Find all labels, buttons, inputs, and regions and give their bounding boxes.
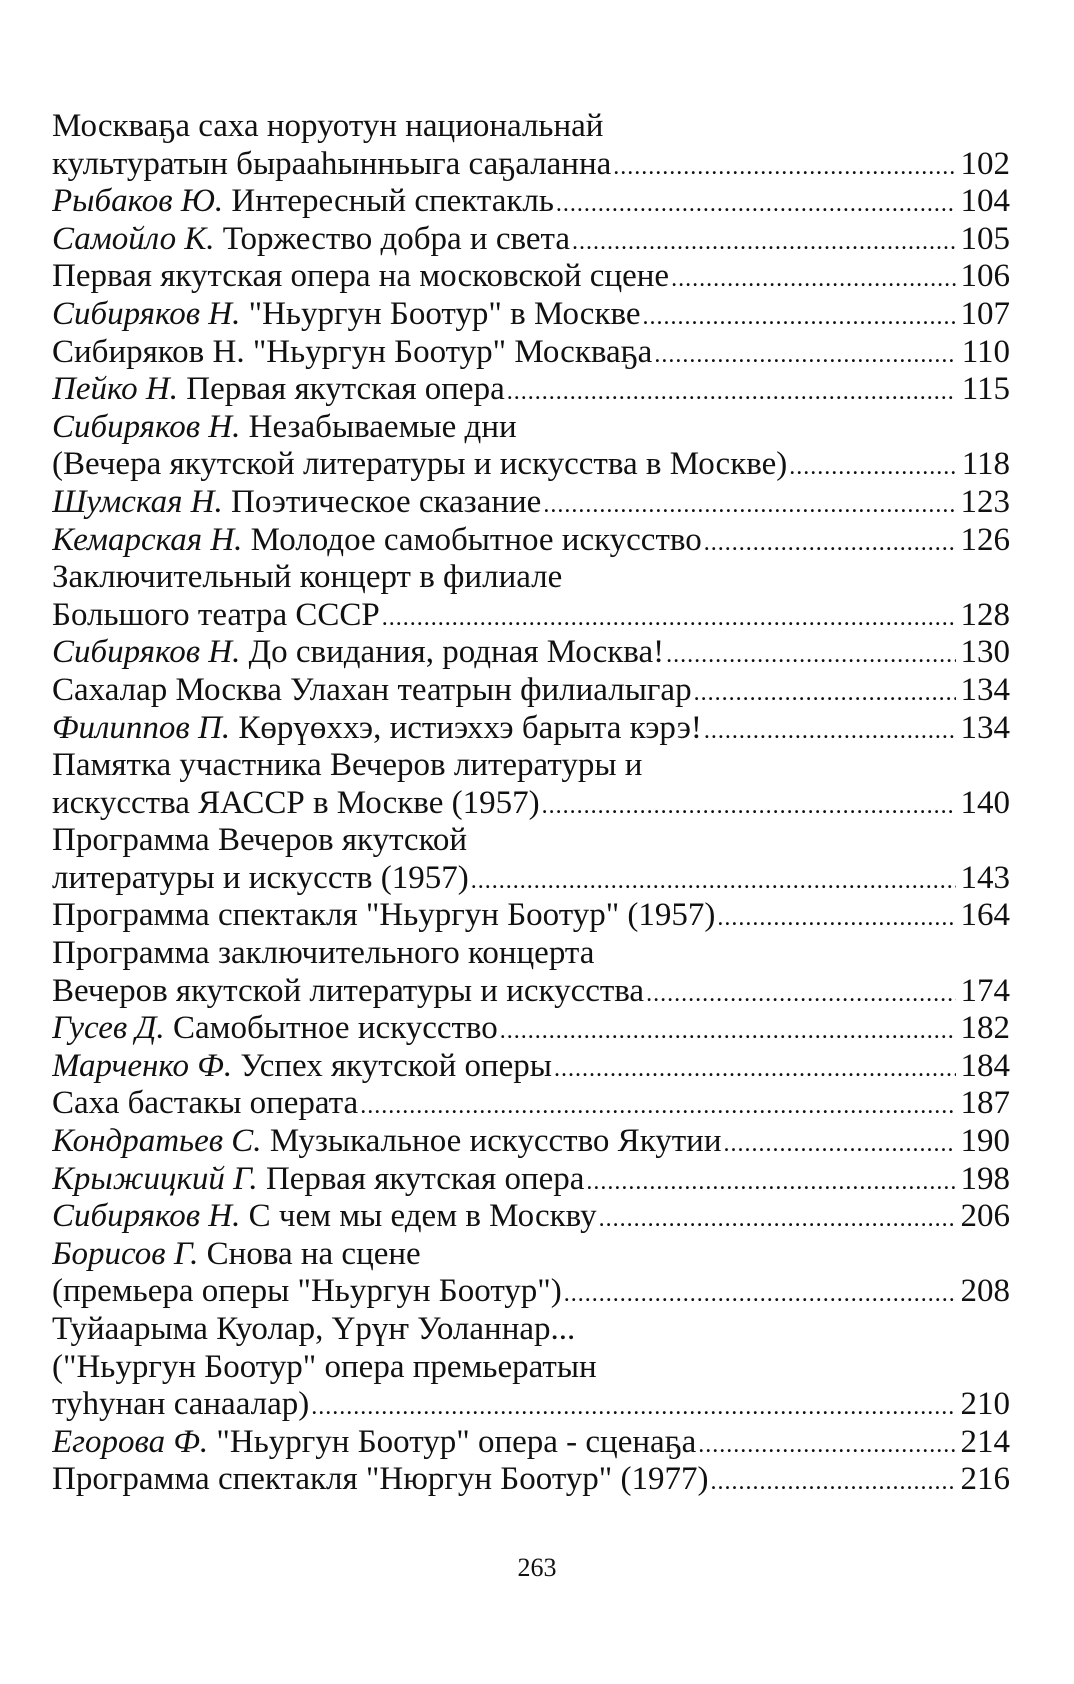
toc-entry-line — [52, 897, 1010, 935]
toc-entry-text — [52, 860, 469, 898]
toc-entry-title: Памятка участника Вечеров литературы и — [52, 747, 643, 784]
toc-entry-line — [52, 672, 1010, 710]
toc-page-number: 174 — [960, 972, 1010, 1009]
toc-entry-line — [52, 1311, 1010, 1349]
toc-leader-dots — [666, 637, 956, 672]
toc-entry-text — [52, 672, 692, 710]
toc-entry-text — [52, 1048, 552, 1086]
toc-entry — [52, 371, 1010, 409]
toc-leader-dots — [724, 1126, 957, 1161]
toc-page-number: 216 — [960, 1461, 1010, 1498]
toc-leader-dots — [711, 1464, 956, 1499]
toc-entry-author: Егорова Ф. — [52, 1423, 209, 1460]
toc-page-number: 107 — [960, 295, 1010, 332]
toc-entry-line — [52, 860, 1010, 898]
toc-entry-author: Кемарская Н. — [52, 521, 243, 558]
toc-leader-dots — [586, 1164, 956, 1199]
toc-entry-line — [52, 1161, 1010, 1199]
toc-entry — [52, 747, 1010, 822]
toc-entry-title: Москваҕа саха норуотун национальнай — [52, 108, 604, 144]
toc-entry-title: литературы и искусств (1957) — [52, 859, 469, 896]
toc-leader-dots — [599, 1201, 956, 1236]
toc-page-number: 105 — [960, 220, 1010, 257]
toc-entry-title: (премьера оперы "Ньургун Боотур") — [52, 1273, 562, 1310]
toc-entry-title: Поэтическое сказание — [231, 483, 542, 520]
toc-entry-title: Первая якутская опера — [186, 371, 505, 408]
toc-leader-dots — [382, 600, 956, 635]
toc-leader-dots — [717, 900, 956, 935]
toc-leader-dots — [704, 713, 956, 748]
toc-page-number: 126 — [960, 521, 1010, 558]
toc-leader-dots — [360, 1088, 956, 1123]
toc-entry-text — [52, 258, 669, 296]
toc-entry-line — [52, 484, 1010, 522]
toc-page-number: 140 — [960, 784, 1010, 821]
toc-leader-dots — [507, 374, 956, 409]
toc-entry-author: Кондратьев С. — [52, 1123, 262, 1160]
toc-entry — [52, 108, 1010, 183]
toc-page-number: 134 — [960, 709, 1010, 746]
toc-entry-text — [52, 484, 541, 522]
toc-entry-title: искусства ЯАССР в Москве (1957) — [52, 784, 540, 821]
toc-leader-dots — [471, 863, 956, 898]
toc-entry-author: Марченко Ф. — [52, 1047, 233, 1084]
toc-entry-line — [52, 183, 1010, 221]
toc-entry-title: Туйаарыма Куолар, Үрүҥ Уоланнар... — [52, 1311, 576, 1347]
toc-entry-author: Сибиряков Н. — [52, 408, 241, 445]
toc-entry-line — [52, 1010, 1010, 1048]
toc-entry-text — [52, 634, 664, 672]
toc-entry-title: Программа заключительного концерта — [52, 935, 595, 972]
toc-entry-line — [52, 1048, 1010, 1086]
toc-entry-title: Программа спектакля "Ньургун Боотур" (1957) — [52, 897, 716, 934]
toc-entry-text — [52, 597, 380, 635]
toc-page-number: 143 — [960, 859, 1010, 896]
toc-entry-text — [52, 897, 715, 935]
toc-entry-title: Большого театра СССР — [52, 596, 380, 633]
toc-leader-dots — [643, 299, 956, 334]
toc-entry-line — [52, 446, 1010, 484]
toc-entry-line — [52, 146, 1010, 184]
toc-entry — [52, 710, 1010, 748]
toc-entry-title: Незабываемые дни — [248, 408, 517, 445]
toc-entry-title: Сахалар Москва Улахан театрын филиалыгар — [52, 671, 692, 708]
toc-entry-text — [52, 334, 652, 372]
toc-entry-line — [52, 1386, 1010, 1424]
toc-entry-line — [52, 597, 1010, 635]
toc-entry-text — [52, 1085, 358, 1123]
toc-page-number: 187 — [960, 1085, 1010, 1122]
toc-page-number: 190 — [960, 1123, 1010, 1160]
toc-entry-title: С чем мы едем в Москву — [248, 1198, 597, 1235]
toc-leader-dots — [704, 525, 956, 560]
toc-entry — [52, 1123, 1010, 1161]
toc-entry-title: "Ньургун Боотур" опера - сценаҕа — [216, 1423, 697, 1460]
toc-page-number: 123 — [960, 483, 1010, 520]
toc-entry — [52, 1048, 1010, 1086]
toc-entry-line — [52, 1349, 1010, 1387]
toc-entry — [52, 634, 1010, 672]
toc-page-number: 104 — [960, 183, 1010, 220]
toc-entry-title: Программа Вечеров якутской — [52, 822, 468, 859]
toc-entry — [52, 1085, 1010, 1123]
toc-entry — [52, 1236, 1010, 1311]
toc-entry-text — [52, 1273, 562, 1311]
toc-entry — [52, 522, 1010, 560]
toc-page-number: 130 — [960, 634, 1010, 671]
toc-leader-dots — [500, 1013, 956, 1048]
toc-page-number: 134 — [960, 671, 1010, 708]
toc-entry — [52, 559, 1010, 634]
toc-entry-text — [52, 1424, 696, 1462]
toc-entry-line — [52, 334, 1010, 372]
toc-entry-line — [52, 522, 1010, 560]
toc-page-number: 115 — [961, 371, 1010, 408]
toc-entry-title: Первая якутская опера — [265, 1160, 585, 1197]
toc-entry-line — [52, 935, 1010, 973]
toc-entry-title: Программа спектакля "Нюргун Боотур" (1977) — [52, 1461, 709, 1498]
toc-entry-author: Крыжицкий Г. — [52, 1160, 258, 1197]
toc-entry-text — [52, 1198, 597, 1236]
toc-entry-text — [52, 108, 603, 146]
toc-leader-dots — [542, 788, 956, 823]
toc-entry-text — [52, 1386, 309, 1424]
toc-page-number: 210 — [960, 1386, 1010, 1423]
toc-entry-author: Филиппов П. — [52, 709, 231, 746]
toc-leader-dots — [556, 186, 956, 221]
toc-entry-author: Самойло К. — [52, 220, 215, 257]
toc-leader-dots — [572, 224, 956, 259]
toc-entry — [52, 1424, 1010, 1462]
toc-entry — [52, 672, 1010, 710]
toc-entry-line — [52, 710, 1010, 748]
toc-entry-line — [52, 747, 1010, 785]
toc-entry-title: Снова на сцене — [206, 1235, 421, 1272]
toc-entry-title: Саха бастакы операта — [52, 1085, 359, 1122]
toc-entry-title: Самобытное искусство — [172, 1010, 498, 1047]
toc-entry — [52, 897, 1010, 935]
toc-entry-author: Борисов Г. — [52, 1235, 199, 1272]
toc-page-number: 208 — [960, 1273, 1010, 1310]
toc-entry-text — [52, 1236, 421, 1274]
toc-entry-author: Сибиряков Н. — [52, 295, 241, 332]
toc-page-number: 184 — [960, 1047, 1010, 1084]
toc-entry-line — [52, 973, 1010, 1011]
toc-entry — [52, 221, 1010, 259]
toc-leader-dots — [564, 1276, 956, 1311]
toc-entry-line — [52, 1461, 1010, 1499]
toc-page-number: 182 — [960, 1010, 1010, 1047]
toc-entry-title: Молодое самобытное искусство — [250, 521, 702, 558]
toc-entry-line — [52, 258, 1010, 296]
toc-leader-dots — [654, 337, 956, 372]
toc-entry-line — [52, 785, 1010, 823]
toc-leader-dots — [311, 1389, 956, 1424]
toc-entry — [52, 1161, 1010, 1199]
toc-entry-text — [52, 522, 702, 560]
toc-entry — [52, 1010, 1010, 1048]
toc-entry-title: ("Ньургун Боотур" опера премьератын — [52, 1348, 597, 1385]
toc-entry-text — [52, 1123, 722, 1161]
toc-entry-line — [52, 1123, 1010, 1161]
toc-leader-dots — [789, 449, 956, 484]
toc-entry — [52, 1311, 1010, 1424]
toc-entry-line — [52, 371, 1010, 409]
toc-entry-text — [52, 146, 611, 184]
toc-entry-line — [52, 634, 1010, 672]
toc-entry-title: (Вечера якутской литературы и искусства в Москве) — [52, 446, 788, 483]
toc-entry-title: Вечеров якутской литературы и искусства — [52, 972, 645, 1009]
toc-entry-text — [52, 822, 467, 860]
toc-page-number: 106 — [960, 258, 1010, 295]
toc-page-number: 206 — [960, 1198, 1010, 1235]
toc-entry-text — [52, 559, 562, 597]
toc-entry-line — [52, 1085, 1010, 1123]
toc-entry — [52, 296, 1010, 334]
toc-entry-line — [52, 822, 1010, 860]
toc-entry-author: Пейко Н. — [52, 371, 178, 408]
toc-entry-author: Рыбаков Ю. — [52, 183, 224, 220]
toc-page-number: 198 — [960, 1160, 1010, 1197]
toc-entry-line — [52, 409, 1010, 447]
toc-page-number: 128 — [960, 596, 1010, 633]
toc-entry-title: Интересный спектакль — [231, 183, 554, 220]
toc-entry-title: туһунан санаалар) — [52, 1386, 310, 1423]
toc-entry-text — [52, 1161, 584, 1199]
toc-entry — [52, 258, 1010, 296]
toc-page-number: 164 — [960, 897, 1010, 934]
toc-entry-title: Торжество добра и света — [222, 220, 570, 257]
toc-entry-text — [52, 446, 787, 484]
toc-entry-title: До свидания, родная Москва! — [248, 634, 665, 671]
toc-entry-line — [52, 1273, 1010, 1311]
toc-leader-dots — [671, 261, 956, 296]
table-of-contents — [52, 108, 1010, 1499]
toc-entry-line — [52, 559, 1010, 597]
toc-entry — [52, 409, 1010, 484]
toc-entry — [52, 334, 1010, 372]
toc-entry-text — [52, 973, 644, 1011]
toc-entry-text — [52, 1461, 709, 1499]
toc-entry-author: Сибиряков Н. — [52, 1198, 241, 1235]
toc-page-number: 118 — [961, 446, 1010, 483]
toc-entry-text — [52, 296, 641, 334]
toc-entry — [52, 183, 1010, 221]
toc-entry-text — [52, 221, 570, 259]
toc-entry-title: Сибиряков Н. "Ньургун Боотур" Москваҕа — [52, 333, 653, 370]
toc-entry-text — [52, 935, 594, 973]
toc-entry-text — [52, 710, 702, 748]
toc-entry-text — [52, 785, 540, 823]
toc-entry-title: Первая якутская опера на московской сцене — [52, 258, 670, 295]
toc-leader-dots — [698, 1427, 956, 1462]
toc-entry-line — [52, 1198, 1010, 1236]
toc-entry-line — [52, 108, 1010, 146]
toc-entry-line — [52, 1424, 1010, 1462]
toc-entry-line — [52, 1236, 1010, 1274]
toc-entry-text — [52, 409, 517, 447]
toc-entry-title: Заключительный концерт в филиале — [52, 559, 563, 596]
toc-entry-text — [52, 747, 642, 785]
toc-leader-dots — [646, 976, 956, 1011]
toc-entry — [52, 484, 1010, 522]
toc-entry-line — [52, 221, 1010, 259]
toc-leader-dots — [613, 149, 956, 184]
toc-leader-dots — [554, 1051, 956, 1086]
toc-entry-author: Сибиряков Н. — [52, 634, 241, 671]
toc-entry-author: Шумская Н. — [52, 483, 223, 520]
toc-entry-text — [52, 1010, 498, 1048]
toc-entry-text — [52, 371, 505, 409]
toc-entry-title: Успех якутской оперы — [240, 1047, 552, 1084]
toc-entry — [52, 935, 1010, 1010]
toc-page-number: 214 — [960, 1423, 1010, 1460]
toc-entry-text — [52, 183, 554, 221]
toc-entry-title: Көрүөххэ, истиэххэ барыта кэрэ! — [238, 709, 702, 746]
toc-entry-author: Гусев Д. — [52, 1010, 165, 1047]
toc-entry-title: "Ньургун Боотур" в Москве — [248, 295, 641, 332]
toc-entry — [52, 1198, 1010, 1236]
toc-entry-text — [52, 1349, 597, 1387]
toc-page-number: 110 — [961, 333, 1010, 370]
toc-entry — [52, 1461, 1010, 1499]
toc-entry-title: Музыкальное искусство Якутии — [269, 1123, 722, 1160]
toc-entry-text — [52, 1311, 575, 1349]
toc-entry-line — [52, 296, 1010, 334]
toc-leader-dots — [543, 487, 956, 522]
page-number: 263 — [517, 1553, 557, 1582]
toc-entry-title: культуратын бырааһынньыга саҕаланна — [52, 145, 612, 182]
toc-leader-dots — [694, 675, 956, 710]
toc-page-number: 102 — [960, 145, 1010, 182]
toc-entry — [52, 822, 1010, 897]
